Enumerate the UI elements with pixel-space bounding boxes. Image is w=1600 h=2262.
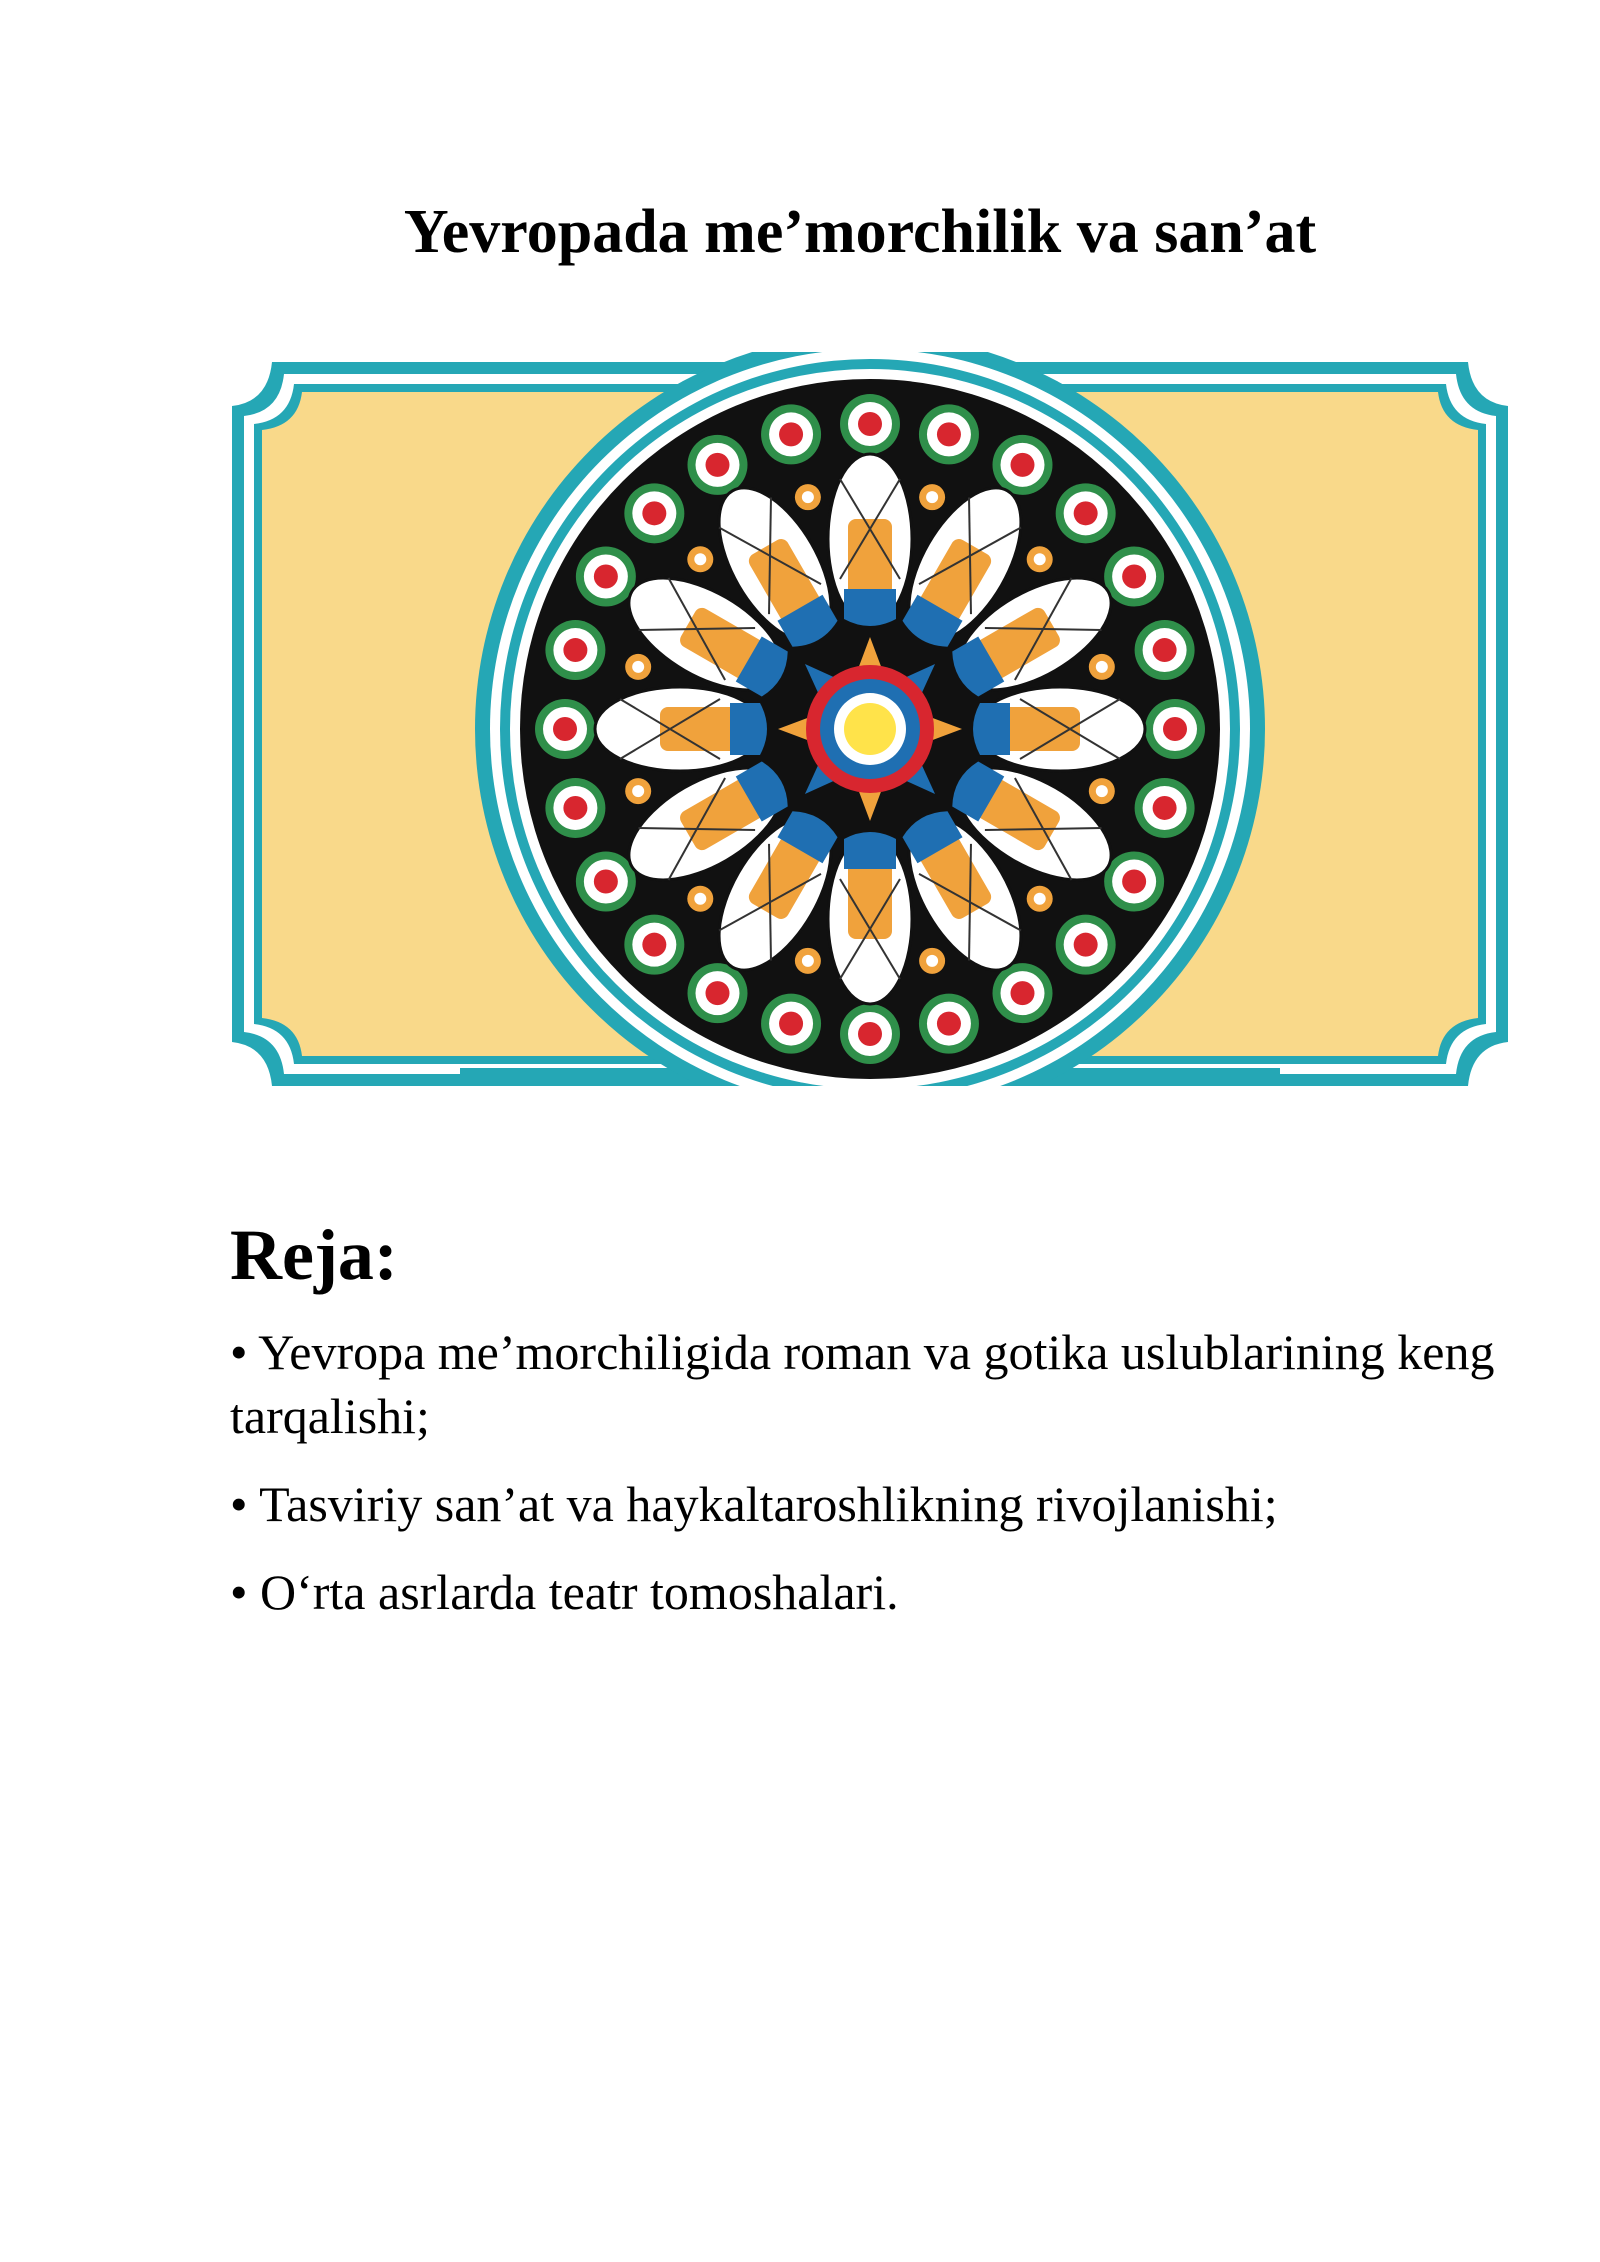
center-sun: [844, 703, 896, 755]
roundel-center: [1074, 501, 1098, 525]
petal-orange: [660, 707, 740, 751]
plan-item: • O‘rta asrlarda teatr tomoshalari.: [230, 1564, 899, 1620]
roundel-center: [1122, 870, 1146, 894]
plan-list: [230, 1320, 1530, 1648]
page-title: Yevropada me’morchilik va san’at: [403, 197, 1317, 266]
roundel-center: [1122, 565, 1146, 589]
petal-orange: [848, 519, 892, 599]
roundel-center: [1011, 981, 1035, 1005]
roundel-center: [706, 453, 730, 477]
petal-orange: [848, 859, 892, 939]
flower-center: [926, 955, 938, 967]
flower-center: [694, 553, 706, 565]
petal: [595, 687, 767, 771]
roundel-center: [553, 717, 577, 741]
flower-center: [802, 491, 814, 503]
roundel-center: [1153, 796, 1177, 820]
plan-item: • Tasviriy san’at va haykaltaroshlikning rivojlanishi;: [230, 1476, 1278, 1532]
flower-center: [1096, 661, 1108, 673]
flower-center: [1034, 893, 1046, 905]
roundel-center: [858, 1022, 882, 1046]
flower-center: [802, 955, 814, 967]
petal-blue: [973, 703, 1010, 755]
roundel-center: [1153, 638, 1177, 662]
petal: [828, 832, 912, 1004]
petal: [828, 454, 912, 626]
roundel-center: [1011, 453, 1035, 477]
flower-center: [1034, 553, 1046, 565]
roundel-center: [563, 796, 587, 820]
petal: [973, 687, 1145, 771]
petal-orange: [1000, 707, 1080, 751]
roundel-center: [779, 1012, 803, 1036]
rose-window-illustration: [232, 352, 1508, 1086]
roundel-center: [937, 1012, 961, 1036]
plan-heading: Reja:: [230, 1215, 398, 1295]
petal-blue: [844, 832, 896, 869]
plan-item: • Yevropa me’morchiligida roman va gotika uslublarining keng tarqalishi;: [230, 1324, 1495, 1444]
petal-blue: [844, 589, 896, 626]
roundel-center: [1163, 717, 1187, 741]
flower-center: [632, 785, 644, 797]
roundel-center: [858, 412, 882, 436]
flower-center: [1096, 785, 1108, 797]
roundel-center: [563, 638, 587, 662]
petal-blue: [730, 703, 767, 755]
flower-center: [632, 661, 644, 673]
roundel-center: [1074, 933, 1098, 957]
roundel-center: [642, 933, 666, 957]
roundel-center: [706, 981, 730, 1005]
roundel-center: [594, 565, 618, 589]
roundel-center: [937, 422, 961, 446]
roundel-center: [779, 422, 803, 446]
flower-center: [926, 491, 938, 503]
flower-center: [694, 893, 706, 905]
roundel-center: [642, 501, 666, 525]
roundel-center: [594, 870, 618, 894]
